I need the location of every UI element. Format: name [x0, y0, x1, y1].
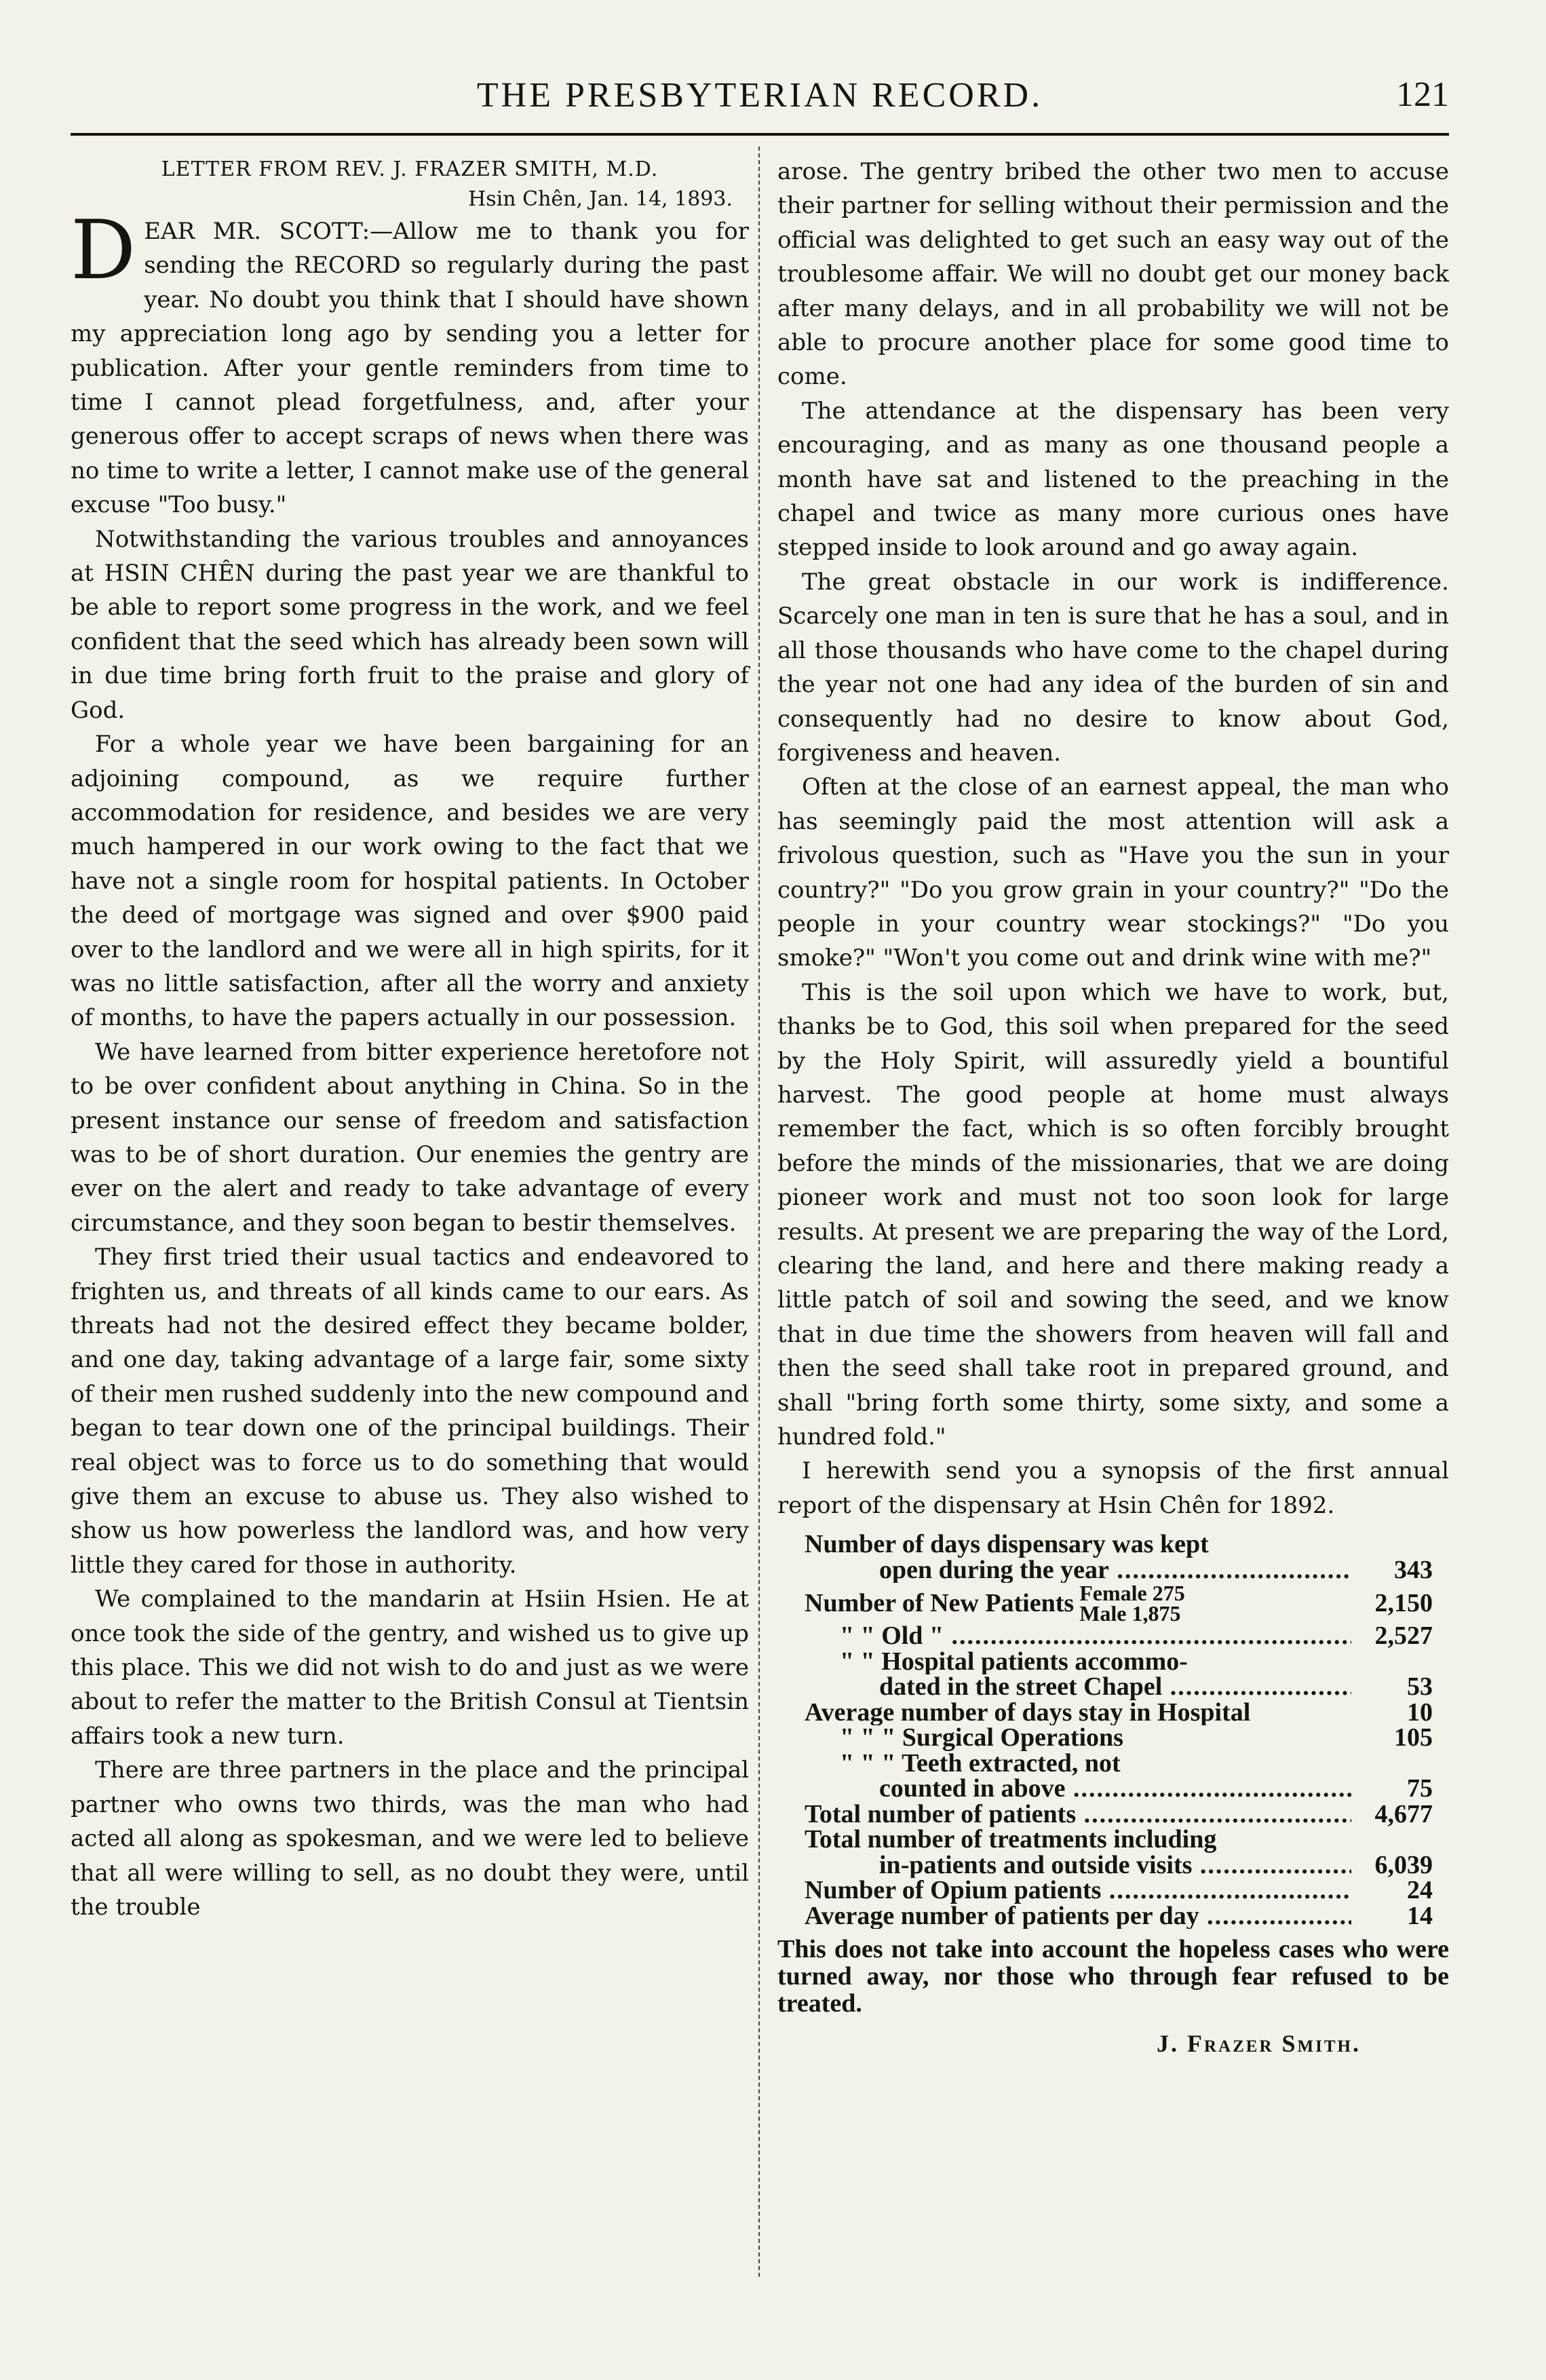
- paragraph: [71, 204, 750, 522]
- stat-label: in-patients and outside visits .....: [805, 1853, 1351, 1879]
- stat-value: 14: [1407, 1901, 1433, 1930]
- stat-label: " " Hospital patients accommo-: [840, 1649, 1188, 1675]
- signature: J. Frazer Smith.: [1157, 2030, 1361, 2058]
- female-row: [1079, 1583, 1185, 1606]
- stat-label: " " Old " .....: [805, 1624, 1351, 1649]
- stat-label: Average number of patients per day .....: [805, 1904, 1351, 1930]
- stat-value: 6,039: [1374, 1850, 1433, 1879]
- page-header: [71, 68, 1449, 122]
- closing-note: This does not take into account the hopeless cases who were turned away, nor those who through fear refused to be treated.: [777, 1935, 1449, 2018]
- paragraph: We complained to the mandarin at Hsiin Hsien. He at once took the side of the gentry, and wished us to give up this place. This we did not wish to do and just as we were about to refer the matter to the British Consul at Tientsin affairs took a new turn.: [71, 1586, 749, 1750]
- stat-value: 105: [1394, 1723, 1433, 1752]
- stat-row: [805, 1878, 1449, 1904]
- paragraph: Often at the close of an earnest appeal, the man who has seemingly paid the most attention will ask a frivolous question, such as "Have you the sun in your country?" "Do you grow grain in your country?" "Do the people in your country wear stockings?" "Do you smoke?" "Won't you come out and drink wine with me?": [777, 773, 1449, 972]
- paragraph: arose. The gentry bribed the other two men to accuse their partner for selling without their permission and the official was delighted to get such an easy way out of the troublesome affair. We will no doubt get our money back after many delays, and in all probability we will not be able to procure another place for some good time to come.: [777, 158, 1449, 391]
- stat-label: open during the year .....: [805, 1558, 1351, 1584]
- stat-label-group: [805, 1583, 1351, 1624]
- stat-label: Number of days dispensary was kept: [805, 1532, 1209, 1558]
- stat-row: [805, 1827, 1449, 1853]
- drop-cap: D: [71, 204, 136, 298]
- stat-row: [805, 1776, 1449, 1802]
- female-value: 275: [1152, 1583, 1185, 1606]
- stat-row: [805, 1850, 1449, 1879]
- stat-label: counted in above .....: [805, 1776, 1351, 1802]
- stat-row: [805, 1649, 1449, 1675]
- paragraph: They first tried their usual tactics and endeavored to frighten us, and threats of all kinds came to our ears. As threats had not the desired effect they became bolder, and one day, taking advantage of a large fair, some sixty of their men rushed suddenly into the new compound and began to tear down one of the principal buildings. Their real object was to force us to do something that would give them an excuse to abuse us. They also wished to show us how powerless the landlord was, and how very little they cared for those in authority.: [71, 1244, 749, 1579]
- stat-row: [805, 1555, 1449, 1584]
- stat-label: " " " Surgical Operations: [840, 1725, 1123, 1751]
- stat-row: [805, 1583, 1449, 1624]
- paragraph: There are three partners in the place and the principal partner who owns two thirds, was the man who had acted all along as spokesman, and we were led to believe that all were willing to sell, as no doubt they were, until the trouble: [71, 1757, 749, 1921]
- right-column: [777, 155, 1449, 2061]
- paragraph: For a whole year we have been bargaining for an adjoining compound, as we require further accommodation for residence, and besides we are very much hampered in our work owing to the fact that we have not a single room for hospital patients. In October the deed of mortgage was signed and over $900 paid over to the landlord and we were all in high spirits, for it was no little satisfaction, after all the worry and anxiety of months, to have the papers actually in our possession.: [71, 731, 749, 1032]
- column-divider: [758, 147, 760, 2277]
- stat-label: " " " Teeth extracted, not: [840, 1750, 1121, 1777]
- stat-value: 2,150: [1374, 1588, 1433, 1617]
- stat-value: 24: [1407, 1876, 1433, 1905]
- stat-row: [805, 1674, 1449, 1700]
- salutation: EAR MR. SCOTT:—: [144, 218, 393, 245]
- letter-title: LETTER FROM REV. J. FRAZER SMITH, M.D.: [161, 157, 659, 181]
- stat-value: 2,527: [1374, 1621, 1433, 1651]
- stat-label: Number of Opium patients .....: [805, 1878, 1351, 1904]
- stat-row: [805, 1751, 1449, 1777]
- left-column: [71, 155, 749, 1924]
- stat-value: 10: [1407, 1697, 1433, 1727]
- stat-value: 4,677: [1374, 1799, 1433, 1828]
- stat-label: dated in the street Chapel .....: [805, 1674, 1351, 1700]
- statistics-table: [805, 1532, 1449, 1929]
- female-label: Female: [1079, 1583, 1147, 1606]
- stat-label: Total number of treatments including: [805, 1827, 1217, 1853]
- stat-label: Number of New Patients: [805, 1588, 1075, 1617]
- stat-row: [805, 1532, 1449, 1558]
- stat-label: Average number of days stay in Hospital: [805, 1700, 1251, 1726]
- paragraph: This is the soil upon which we have to work, but, thanks be to God, this soil when prepared for the seed by the Holy Spirit, will assuredly yield a bountiful harvest. The good people at home must always remember the fact, which is so often forcibly brought before the minds of the missionaries, that we are doing pioneer work and must not too soon look for large results. At present we are preparing the way of the Lord, clearing the land, and here and there making ready a little patch of soil and sowing the seed, and we know that in due time the showers from heaven will fall and then the seed shall take root in prepared ground, and shall "bring forth some thirty, some sixty, and some a hundred fold.": [777, 978, 1449, 1451]
- male-row: [1079, 1603, 1185, 1624]
- male-label: Male: [1079, 1601, 1127, 1624]
- paragraph-text: Allow me to thank you for sending the RECORD so regularly during the past year. No doubt you think that I should have shown my appreciation long ago by sending you a letter for publication. After your gentle reminders from time to time I cannot plead forgetfulness, and, after your generous offer to accept scraps of news when there was no time to write a letter, I cannot make use of the general excuse "Too busy.": [71, 218, 750, 519]
- stat-value: 53: [1407, 1672, 1433, 1702]
- paragraph: I herewith send you a synopsis of the first annual report of the dispensary at Hsin Chên for 1892.: [777, 1457, 1449, 1519]
- stat-row: [805, 1901, 1449, 1930]
- paragraph: We have learned from bitter experience heretofore not to be over confident about anything in China. So in the present instance our sense of freedom and satisfaction was to be of short duration. Our enemies the gentry are ever on the alert and ready to take advantage of every circumstance, and they soon began to bestir themselves.: [71, 1038, 749, 1237]
- stat-row: [805, 1725, 1449, 1751]
- paragraph: The great obstacle in our work is indifference. Scarcely one man in ten is sure that he has a soul, and in all those thousands who have come to the chapel during the year not one had any idea of the burden of sin and consequently had no desire to know about God, forgiveness and heaven.: [777, 568, 1449, 767]
- running-title: THE PRESBYTERIAN RECORD.: [476, 75, 1043, 115]
- stat-label: Total number of patients .....: [805, 1802, 1351, 1828]
- paragraph: Notwithstanding the various troubles and annoyances at HSIN CHÊN during the past year we are thankful to be able to report some progress in the work, and we feel confident that the seed which has already been sown will in due time bring forth fruit to the praise and glory of God.: [71, 525, 749, 724]
- male-value: 1,875: [1132, 1601, 1181, 1624]
- header-rule: [71, 133, 1449, 136]
- paragraph: The attendance at the dispensary has been very encouraging, and as many as one thousand people a month have sat and listened to the preaching in the chapel and twice as many more curious ones have stepped inside to look around and go away again.: [777, 397, 1449, 562]
- gender-breakdown: [1079, 1583, 1185, 1624]
- stat-row: [805, 1621, 1449, 1651]
- dateline: Hsin Chên, Jan. 14, 1893.: [468, 187, 733, 211]
- page-number: 121: [1396, 75, 1449, 114]
- stat-row: [805, 1697, 1449, 1727]
- stat-value: 343: [1394, 1555, 1433, 1584]
- stat-row: [805, 1799, 1449, 1828]
- stat-value: 75: [1407, 1774, 1433, 1803]
